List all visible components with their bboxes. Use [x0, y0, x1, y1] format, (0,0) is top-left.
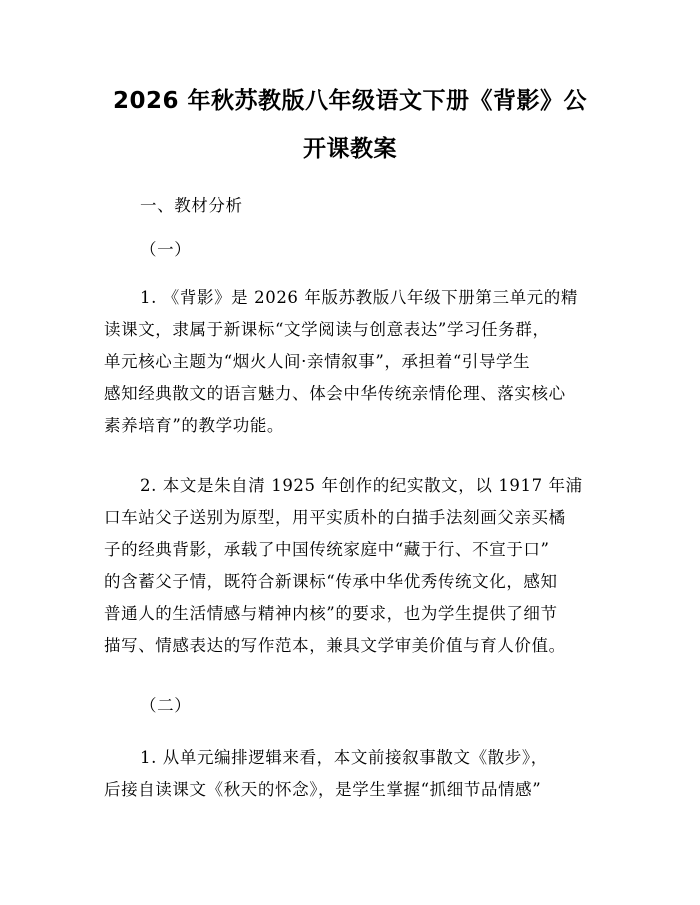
paragraph-line: 素养培育”的教学功能。 [104, 416, 285, 435]
paragraph-line: 感知经典散文的语言魅力、体会中华传统亲情伦理、落实核心 [104, 384, 566, 403]
subsection-label-1: （一） [140, 240, 192, 259]
document-title-line-2: 开课教案 [303, 136, 397, 162]
paragraph-line: 读课文，隶属于新课标“文学阅读与创意表达”学习任务群， [104, 320, 550, 339]
paragraph-line: 描写、情感表达的写作范本，兼具文学审美价值与育人价值。 [104, 636, 566, 655]
document-title-line-1: 2026 年秋苏教版八年级语文下册《背影》公 [112, 88, 588, 114]
paragraph-line: 2. 本文是朱自清 1925 年创作的纪实散文，以 1917 年浦 [140, 476, 583, 495]
paragraph-line: 口车站父子送别为原型，用平实质朴的白描手法刻画父亲买橘 [104, 508, 566, 527]
paragraph-line: 1. 《背影》是 2026 年版苏教版八年级下册第三单元的精 [140, 288, 578, 307]
section-heading: 一、教材分析 [140, 196, 243, 215]
subsection-label-2: （二） [140, 696, 192, 715]
paragraph-line: 普通人的生活情感与精神内核”的要求，也为学生提供了细节 [104, 604, 558, 623]
paragraph-line: 的含蓄父子情，既符合新课标“传承中华优秀传统文化，感知 [104, 572, 558, 591]
paragraph-line: 子的经典背影，承载了中国传统家庭中“藏于行、不宣于口” [104, 540, 550, 559]
paragraph-line: 1. 从单元编排逻辑来看，本文前接叙事散文《散步》， [140, 748, 548, 767]
paragraph-line: 单元核心主题为“烟火人间·亲情叙事”，承担着“引导学生 [104, 352, 531, 371]
paragraph-line: 后接自读课文《秋天的怀念》，是学生掌握“抓细节品情感” [104, 780, 542, 799]
